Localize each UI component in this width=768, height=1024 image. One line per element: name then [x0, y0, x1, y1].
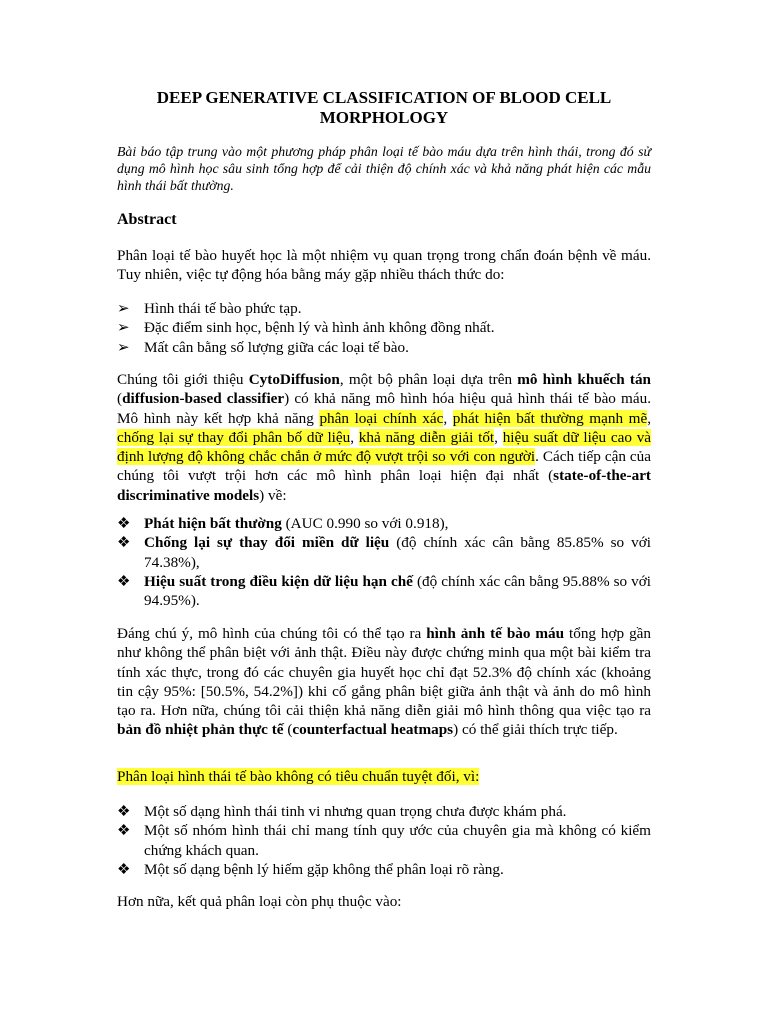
- paragraph-no-gold-standard: [117, 767, 651, 786]
- diamond-bullet-icon: ❖: [117, 822, 131, 840]
- arrow-bullet-icon: ➢: [117, 338, 130, 356]
- bold-term: hình ảnh tế bào máu: [426, 625, 565, 642]
- bold-term: state-of-the-art discriminative models: [117, 467, 651, 504]
- morphology-issues-list: [117, 802, 651, 879]
- results-list: [117, 514, 651, 610]
- list-item: ➢ Mất cân bằng số lượng giữa các loại tế bào.: [117, 338, 409, 356]
- bold-term: CytoDiffusion: [248, 371, 340, 388]
- list-item: ➢ Đặc điểm sinh học, bệnh lý và hình ảnh không đồng nhất.: [117, 319, 495, 337]
- diamond-bullet-icon: ❖: [117, 515, 131, 532]
- bold-term: bản đồ nhiệt phản thực tế: [117, 721, 284, 739]
- arrow-bullet-icon: ➢: [117, 319, 130, 337]
- challenges-list: [117, 299, 651, 357]
- highlighted-text: phân loại chính xác: [319, 409, 444, 427]
- diamond-bullet-icon: ❖: [117, 572, 131, 590]
- paragraph-synthetic-images: Đáng chú ý, mô hình của chúng tôi có thể tạo ra hình ảnh tế bào máu tổng hợp gần như không thể phân biệt với ảnh thật. Điều này được chứng minh qua một bài kiểm tra tính xác thực, trong đó các chuyên gia huyết học chỉ đạt 52.3% độ chính xác (khoảng tin cậy 95%: [50.5%, 54.2%]) khi cố gắng phân biệt giữa ảnh thật và ảnh do mô hình tạo ra. Hơn nữa, chúng tôi cải thiện khả năng diễn giải mô hình thông qua việc tạo ra bản đồ nhiệt phản thực tế (counterfactual heatmaps) có thể giải thích trực tiếp.: [117, 625, 652, 739]
- highlighted-text: khả năng diễn giải tốt: [358, 428, 495, 446]
- list-item: ❖ Chống lại sự thay đổi miền dữ liệu (độ chính xác cân bằng 85.85% so với 74.38%),: [117, 534, 651, 571]
- highlighted-text: phát hiện bất thường mạnh mẽ: [452, 409, 648, 427]
- list-item: ❖ Phát hiện bất thường (AUC 0.990 so với 0.918),: [117, 515, 449, 532]
- list-item: ❖ Hiệu suất trong điều kiện dữ liệu hạn chế (độ chính xác cân bằng 95.88% so với 94.95%).: [117, 572, 651, 610]
- diamond-bullet-icon: ❖: [117, 860, 131, 878]
- intro-summary: Bài báo tập trung vào một phương pháp phân loại tế bào máu dựa trên hình thái, trong đó sử dụng mô hình học sâu sinh tổng hợp để cải thiện độ chính xác và khả năng phát hiện các mẫu hình thái bất thường.: [117, 144, 651, 193]
- paragraph-intro-challenges: Phân loại tế bào huyết học là một nhiệm vụ quan trọng trong chẩn đoán bệnh về máu. Tuy nhiên, việc tự động hóa bằng máy gặp nhiều thách thức do:: [117, 247, 651, 284]
- paragraph-dependencies: Hơn nữa, kết quả phân loại còn phụ thuộc vào:: [117, 893, 402, 910]
- bold-term: counterfactual heatmaps: [292, 721, 454, 739]
- list-item: ➢ Hình thái tế bào phức tạp.: [117, 300, 302, 317]
- list-item: ❖ Một số dạng hình thái tinh vi nhưng quan trọng chưa được khám phá.: [117, 803, 567, 820]
- paragraph-cytodiffusion: Chúng tôi giới thiệu CytoDiffusion, một bộ phân loại dựa trên mô hình khuếch tán (diffusion-based classifier) có khả năng mô hình hóa hiệu quả hình thái tế bào máu. Mô hình này kết hợp khả năng phân loại chính xác, phát hiện bất thường mạnh mẽ, chống lại sự thay đổi phân bố dữ liệu, khả năng diễn giải tốt, hiệu suất dữ liệu cao và định lượng độ không chắc chắn ở mức độ vượt trội so với con người. Cách tiếp cận của chúng tôi vượt trội hơn các mô hình phân loại hiện đại nhất (state-of-the-art discriminative models) về:: [117, 371, 652, 504]
- bold-term: mô hình khuếch tán: [517, 371, 651, 388]
- document-title: DEEP GENERATIVE CLASSIFICATION OF BLOOD CELL MORPHOLOGY: [156, 88, 612, 127]
- list-item: ❖ Một số dạng bệnh lý hiếm gặp không thể phân loại rõ ràng.: [117, 860, 504, 878]
- bold-term: diffusion-based classifier: [122, 390, 285, 408]
- arrow-bullet-icon: ➢: [117, 300, 130, 317]
- list-item: ❖ Một số nhóm hình thái chỉ mang tính quy ước của chuyên gia mà không có kiểm chứng khách quan.: [117, 822, 651, 859]
- abstract-heading: Abstract: [117, 211, 177, 228]
- highlighted-text: chống lại sự thay đổi phân bố dữ liệu: [117, 428, 351, 446]
- diamond-bullet-icon: ❖: [117, 803, 131, 820]
- highlighted-text: hiệu suất dữ liệu cao và định lượng độ không chắc chắn ở mức độ vượt trội so với con người: [117, 428, 652, 466]
- diamond-bullet-icon: ❖: [117, 534, 131, 552]
- highlighted-text: Phân loại hình thái tế bào không có tiêu chuẩn tuyệt đối, vì:: [117, 768, 480, 785]
